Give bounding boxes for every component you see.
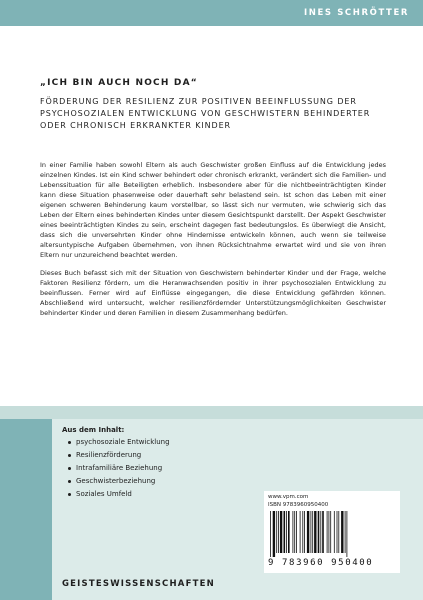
list-item: Geschwisterbeziehung bbox=[68, 477, 170, 485]
list-item: Soziales Umfeld bbox=[68, 490, 170, 498]
blurb-paragraph-1: In einer Familie haben sowohl Eltern als auch Geschwister großen Einfluss auf die Entwicklung jedes einzelnen Kindes. Ist ein Kind schwer behindert oder chronisch erkrankt, verändert sich die Familien- und Lebenssituation für alle Beteiligten erheblich. Insbesondere aber für die nichtbeeinträchtigten Kinder kann diese Situation phasenweise oder dauerhaft sehr belastend sein. Ist schon das Leben mit einer eigenen schweren Behinderung kaum vorstellbar, so lässt sich nur vermuten, wie schwierig sich das Leben der Eltern eines behinderten Kindes unter diesem Gesichtspunkt darstellt. Der Aspekt Geschwister eines beeinträchtigten Kindes zu sein, erscheint dagegen fast bedeutungslos. Es überwiegt die Ansicht, dass sich die unversehrten Kinder ohne Hindernisse entwickeln können, auch wenn sie teilweise altersuntypische Aufgaben übernehmen, von ihnen Rücksichtnahme erwartet wird und sie von ihren Eltern nur unzureichend beachtet werden. bbox=[40, 161, 386, 259]
contents-list bbox=[62, 426, 170, 503]
bullet-icon bbox=[68, 454, 71, 457]
top-band bbox=[0, 0, 423, 26]
book-subtitle: FÖRDERUNG DER RESILIENZ ZUR POSITIVEN BEEINFLUSSUNG DER PSYCHOSOZIALEN ENTWICKLUNG VON GESCHWISTERN BEHINDERTER ODER CHRONISCH ERKRANKTER KINDER bbox=[40, 97, 371, 130]
series-label: GEISTESWISSENSCHAFTEN bbox=[62, 579, 215, 589]
isbn-label: ISBN 9783960950400 bbox=[268, 502, 329, 508]
contents-heading: Aus dem Inhalt: bbox=[62, 426, 125, 434]
list-item: Resilienzförderung bbox=[68, 451, 170, 459]
bullet-icon bbox=[68, 441, 71, 444]
list-item: Intrafamiliäre Beziehung bbox=[68, 464, 170, 472]
bullet-icon bbox=[68, 493, 71, 496]
barcode-icon bbox=[268, 511, 396, 557]
blurb-paragraph-2: Dieses Buch befasst sich mit der Situation von Geschwistern behinderter Kinder und der Frage, welche Faktoren Resilienz fördern, um die Heranwachsenden positiv in ihrer psychosozialen Entwicklung zu beeinflussen. Ferner wird auf Einflüsse eingegangen, die diese Entwicklung gefährden können. Abschließend wird untersucht, welcher resilienzfördernder Unterstützungsmöglichkeiten Geschwister behinderter Kinder und deren Familien in diesem Zusammenhang bedürfen. bbox=[40, 269, 386, 317]
bullet-icon bbox=[68, 480, 71, 483]
list-item: psychosoziale Entwicklung bbox=[68, 438, 170, 446]
bullet-icon bbox=[68, 467, 71, 470]
blurb bbox=[40, 160, 386, 326]
panel-top-strip bbox=[0, 406, 423, 419]
publisher-url: www.vpm.com bbox=[268, 494, 309, 500]
barcode-digits: 9 783960 950400 bbox=[268, 558, 374, 568]
author-name: INES SCHRÖTTER bbox=[304, 8, 409, 18]
contents-items bbox=[62, 438, 170, 498]
barcode-box bbox=[264, 491, 400, 573]
title-block bbox=[40, 78, 390, 132]
book-title: „ICH BIN AUCH NOCH DA“ bbox=[40, 78, 198, 88]
